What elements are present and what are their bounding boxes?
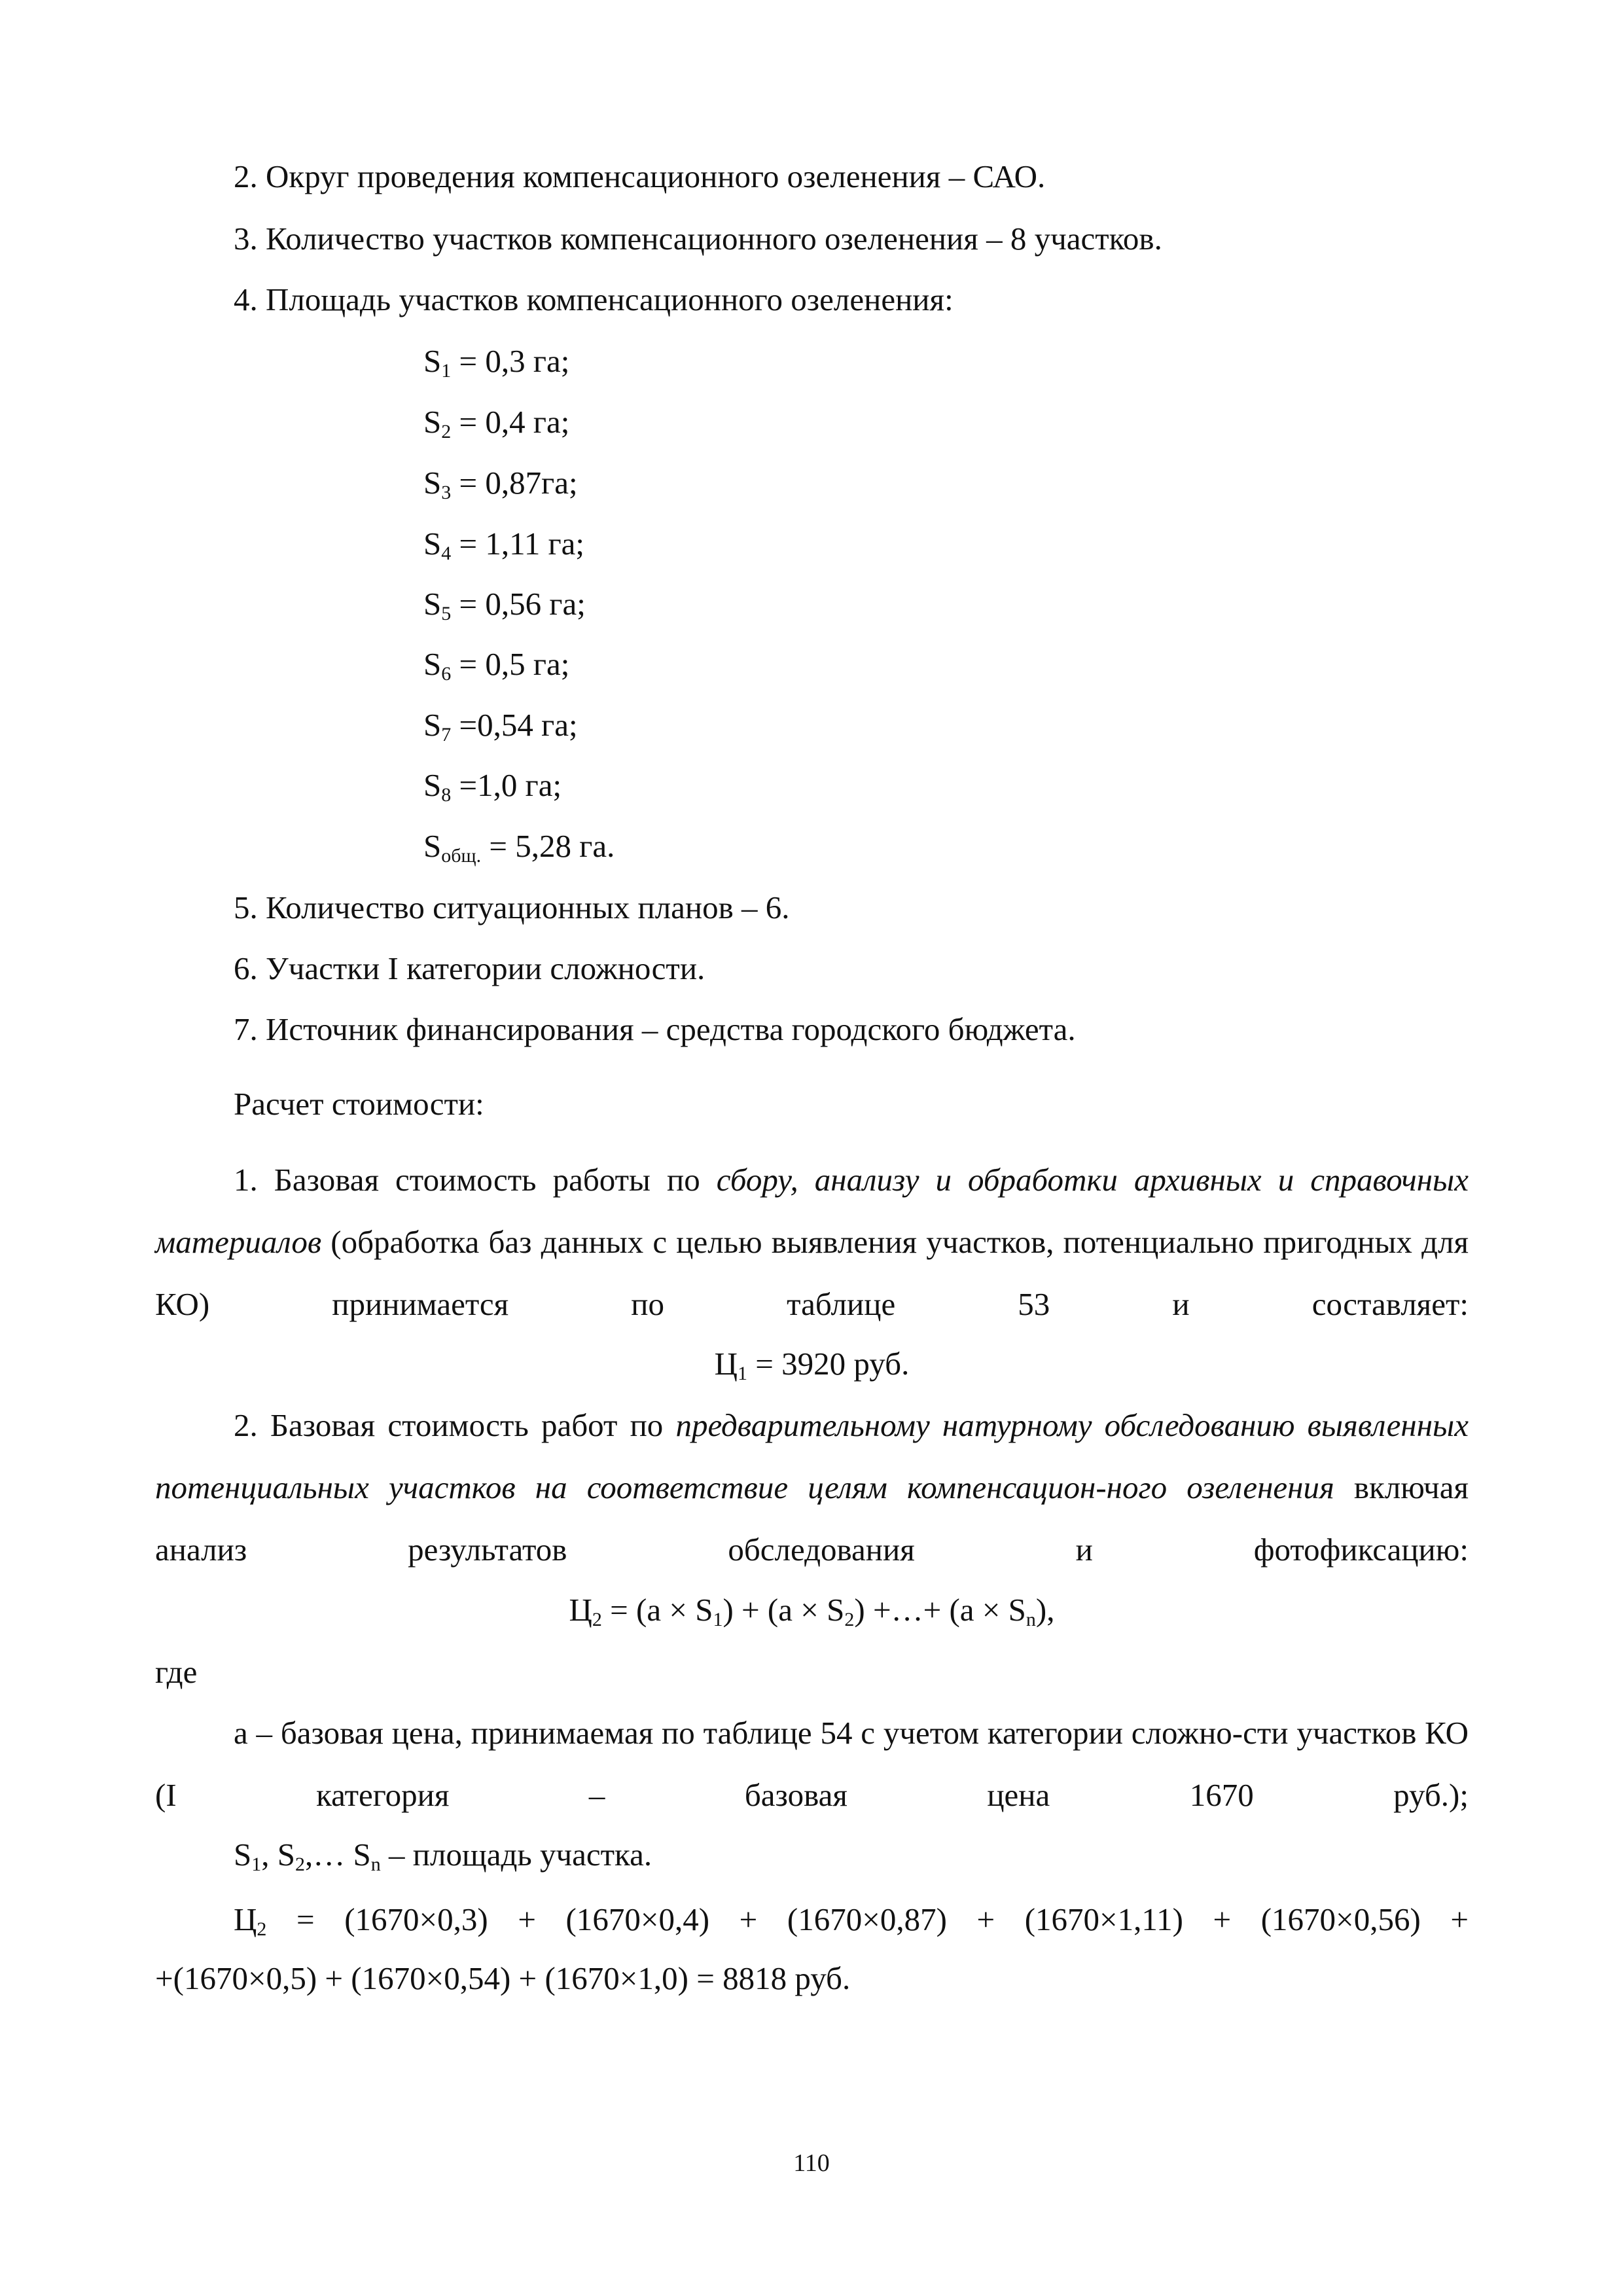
area-total: $S_{общ.} = 5,28$ га. (423, 828, 615, 867)
area-line: $S_7 =0,54$ га; (423, 707, 578, 745)
paragraph-base-cost-1: 1. Базовая стоимость работы по сбору, анализу и обработки архивных и справочных материалов (обработка баз данных с целью выявления участков, потенциально пригодных для КО) принимается по таблице 53 и составляет: (155, 1162, 1469, 1322)
area-line: $S_6 = 0,5$ га; (423, 646, 570, 685)
item-district: 2. Округ проведения компенсационного озеленения – САО. (234, 158, 1046, 194)
calc-line-1: $Ц_2 = (1670\times 0,3) + (1670\times 0,4) + (1670\times 0,87) + (1670\times 1,11) + (1670\times 0,56)$ + (234, 1901, 1469, 1940)
where-label: где (155, 1654, 198, 1690)
calc-line-2: +(1670×0,5) + (1670×0,54) + (1670×1,0) = 8818 руб. (155, 1960, 851, 1996)
item-count: 3. Количество участков компенсационного озеленения – 8 участков. (234, 221, 1162, 257)
page-number: 110 (793, 2149, 830, 2177)
formula-c1: $Ц_1 = 3920$ руб. (714, 1346, 910, 1384)
area-line: $S_5 = 0,56$ га; (423, 586, 586, 624)
item-category: 6. Участки I категории сложности. (234, 950, 705, 986)
item-area-heading: 4. Площадь участков компенсационного озеленения: (234, 281, 954, 317)
paragraph-base-cost-2: 2. Базовая стоимость работ по предварительному натурному обследованию выявленных потенциальных участков на соответствие целям компенсацион-ного озеленения включая анализ результатов обследования и фотофиксацию: (155, 1407, 1469, 1568)
area-definition: $S_1$, $S_2,\dots$ $S_n$ – площадь участка. (234, 1837, 652, 1875)
item-plans: 5. Количество ситуационных планов – 6. (234, 889, 790, 925)
item-funding: 7. Источник финансирования – средства городского бюджета. (234, 1011, 1076, 1047)
formula-c2: $Ц_2 = (a \times S_1) + (a \times S_2)$ +…+ $(a \times S_n)$, (569, 1592, 1055, 1630)
area-line: $S_8 =1,0$ га; (423, 767, 562, 806)
area-line: $S_1 = 0,3$ га; (423, 343, 570, 382)
area-line: $S_4 = 1,11$ га; (423, 526, 585, 564)
calc-heading: Расчет стоимости: (234, 1086, 484, 1122)
area-line: $S_2 = 0,4$ га; (423, 404, 570, 442)
paragraph-base-price: а – базовая цена, принимаемая по таблице 54 с учетом категории сложно-сти участков КО (I категория – базовая цена 1670 руб.); (155, 1715, 1469, 1813)
area-line: $S_3 = 0,87га$; (423, 465, 578, 503)
